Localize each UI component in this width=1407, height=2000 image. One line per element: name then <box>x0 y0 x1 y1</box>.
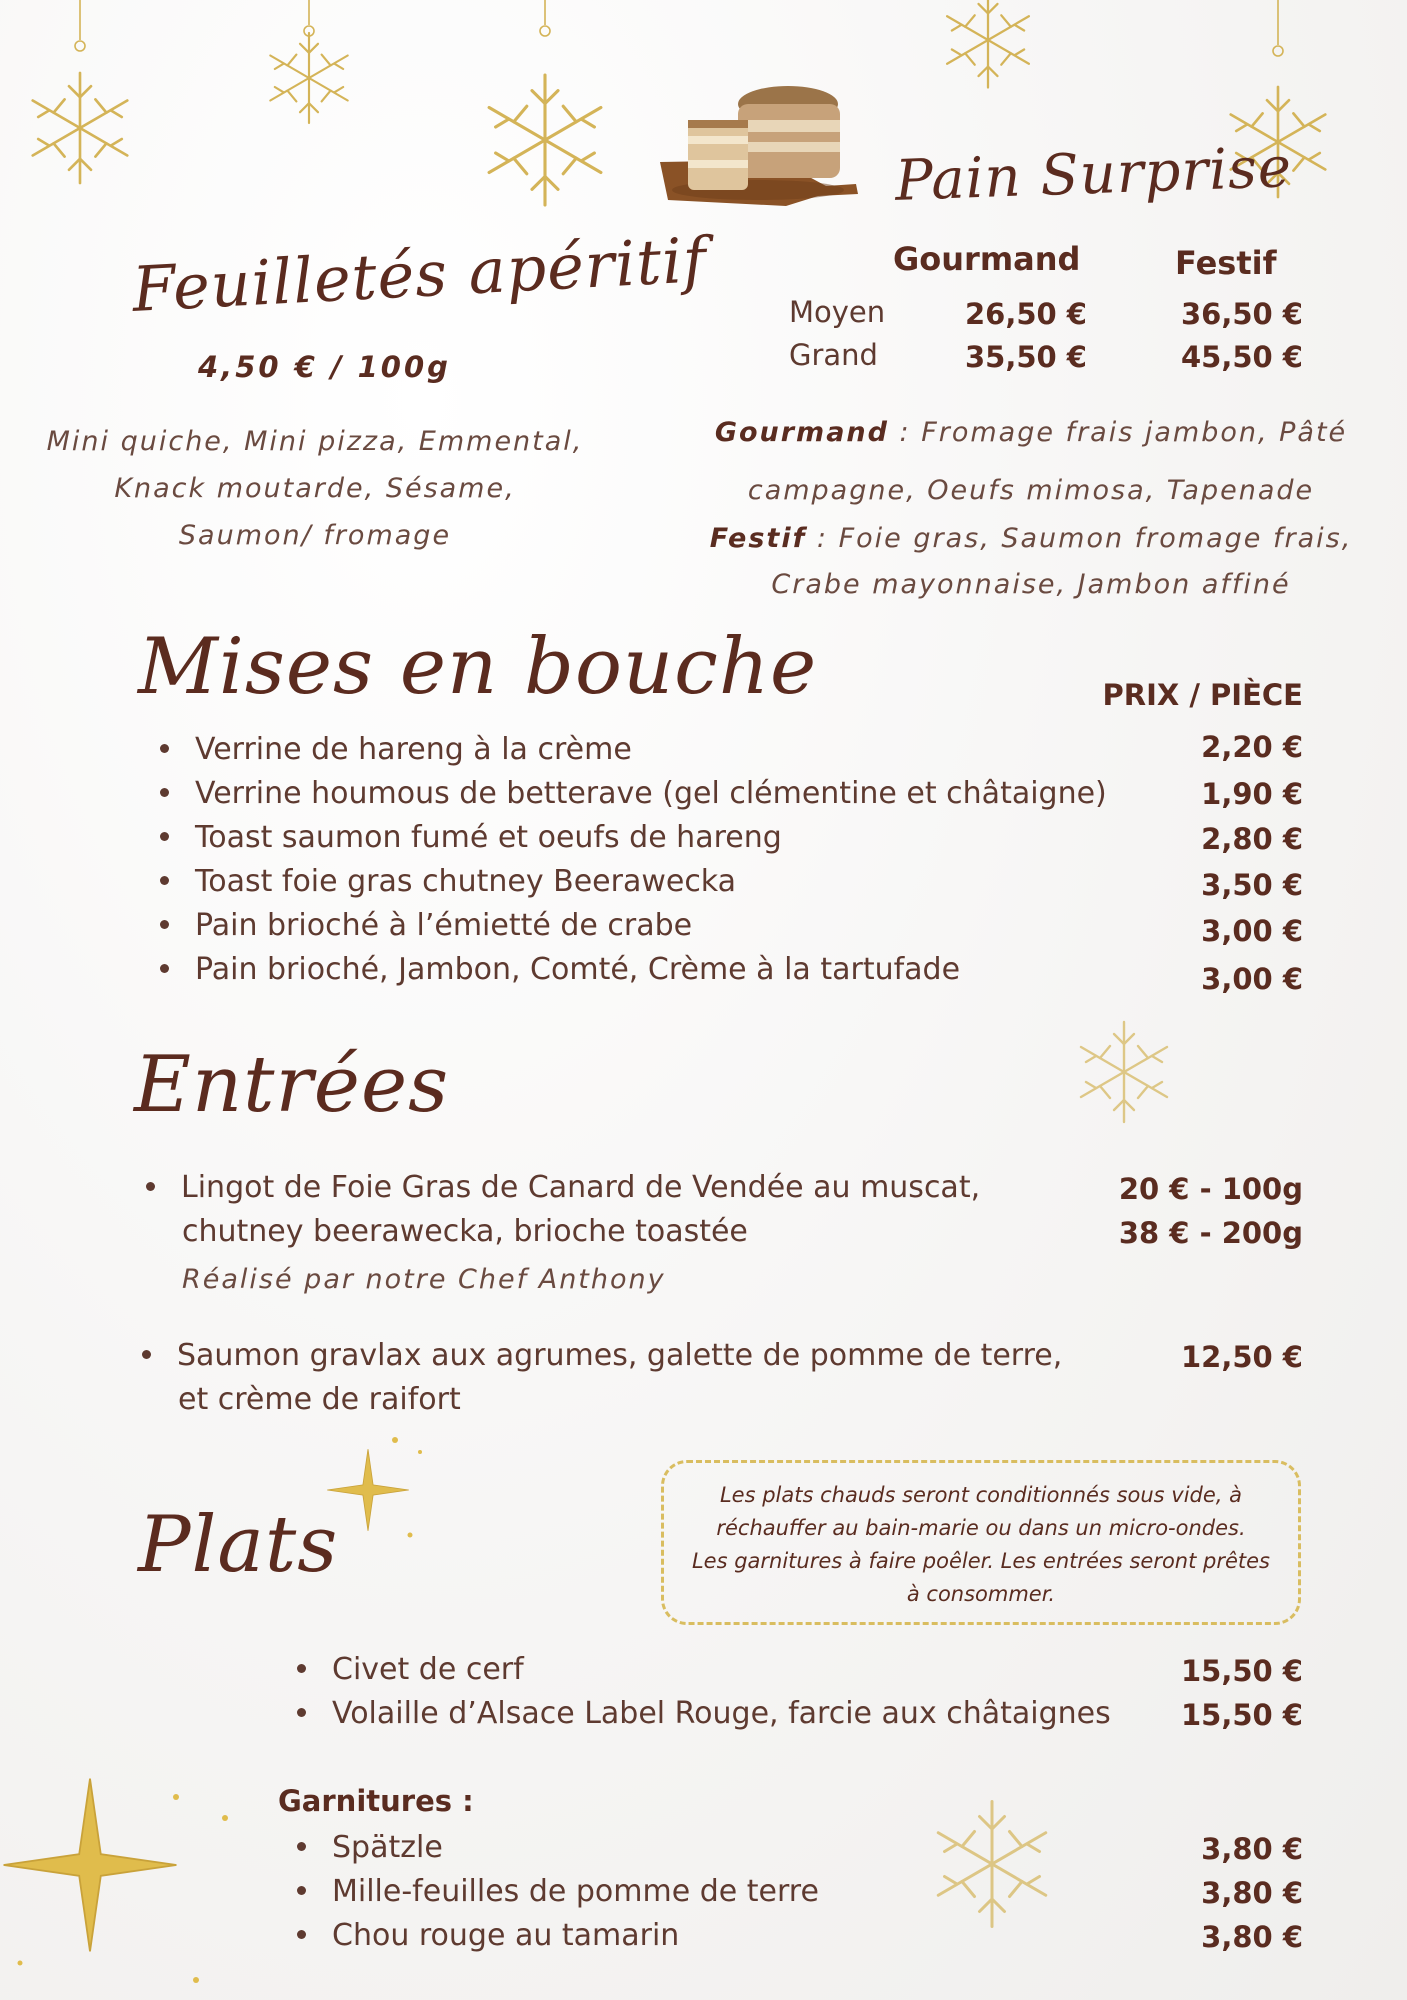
item-price: 2,80 € <box>1201 822 1303 856</box>
item-price: 3,80 € <box>1201 1920 1303 1954</box>
snowflake-icon <box>947 0 1029 87</box>
chef-note: Réalisé par notre Chef Anthony <box>182 1264 666 1295</box>
list-item: Civet de cerf <box>297 1652 524 1687</box>
star-sparkle-icon <box>4 1779 177 1952</box>
item-price: 15,50 € <box>1180 1654 1303 1688</box>
list-item: Toast foie gras chutney Beerawecka <box>160 864 736 899</box>
list-item: Chou rouge au tamarin <box>297 1918 679 1953</box>
list-item: Pain brioché à l’émietté de crabe <box>160 908 692 943</box>
item-price: 3,00 € <box>1201 914 1303 948</box>
feuilletes-price: 4,50 € / 100g <box>198 350 451 384</box>
pain-price: 35,50 € <box>964 340 1087 374</box>
snowflake-icon <box>1081 1022 1167 1122</box>
pain-gourmand-desc: Gourmand : Fromage frais jambon, Pâté campagne, Oeufs mimosa, Tapenade <box>714 417 1348 506</box>
feuilletes-title: Feuilletés apéritif <box>130 223 709 326</box>
info-note: Les plats chauds seront conditionnés sous vide, à réchauffer au bain-marie ou dans un micro-ondes. Les garnitures à faire poêler. Les entrées seront prêtes à consommer. <box>661 1460 1301 1625</box>
list-item: Saumon gravlax aux agrumes, galette de pomme de terre, <box>142 1338 1062 1373</box>
pain-title: Pain Surprise <box>893 135 1293 214</box>
item-price: 2,20 € <box>1201 730 1303 764</box>
garnitures-title: Garnitures : <box>278 1784 474 1818</box>
list-item-continuation: et crème de raifort <box>178 1382 461 1417</box>
list-item: Mille-feuilles de pomme de terre <box>297 1874 819 1909</box>
item-price: 1,90 € <box>1201 777 1303 811</box>
list-item: Toast saumon fumé et oeufs de hareng <box>160 820 782 855</box>
mises-price-header: PRIX / PIÈCE <box>1102 678 1303 712</box>
pain-price: 45,50 € <box>1180 340 1303 374</box>
snowflake-icon <box>938 1802 1046 1927</box>
snowflake-icon <box>33 73 128 183</box>
pain-price: 36,50 € <box>1180 297 1303 331</box>
snowflake-icon <box>489 75 601 205</box>
pain-col-gourmand: Gourmand <box>893 240 1081 278</box>
feuilletes-desc: Mini quiche, Mini pizza, Emmental, Knack moutarde, Sésame, Saumon/ fromage <box>46 426 584 551</box>
pain-price: 26,50 € <box>964 297 1087 331</box>
pain-row-size: Moyen <box>789 295 886 329</box>
item-price: 15,50 € <box>1180 1698 1303 1732</box>
item-price: 38 € - 200g <box>1118 1216 1303 1250</box>
list-item: Spätzle <box>297 1830 443 1865</box>
item-price: 3,50 € <box>1201 868 1303 902</box>
entrees-title: Entrées <box>134 1040 450 1130</box>
item-price: 20 € - 100g <box>1118 1172 1303 1206</box>
item-price: 3,00 € <box>1201 962 1303 996</box>
item-price: 3,80 € <box>1201 1832 1303 1866</box>
list-item: Pain brioché, Jambon, Comté, Crème à la tartufade <box>160 952 960 987</box>
star-sparkle-icon <box>327 1449 409 1531</box>
plats-title: Plats <box>138 1500 339 1590</box>
list-item: Verrine houmous de betterave (gel clémentine et châtaigne) <box>160 776 1107 811</box>
mises-title: Mises en bouche <box>138 622 818 712</box>
pain-col-festif: Festif <box>1175 244 1277 282</box>
pain-festif-desc: Festif : Foie gras, Saumon fromage frais, Crabe mayonnaise, Jambon affiné <box>709 523 1353 600</box>
item-price: 3,80 € <box>1201 1876 1303 1910</box>
list-item: Verrine de hareng à la crème <box>160 732 632 767</box>
list-item: Volaille d’Alsace Label Rouge, farcie aux châtaignes <box>297 1696 1111 1731</box>
item-price: 12,50 € <box>1180 1340 1303 1374</box>
list-item: Lingot de Foie Gras de Canard de Vendée au muscat, <box>146 1170 980 1205</box>
snowflake-icon <box>270 33 347 123</box>
pain-surprise-image <box>658 80 863 215</box>
pain-row-size: Grand <box>789 338 878 372</box>
list-item-continuation: chutney beerawecka, brioche toastée <box>182 1214 748 1249</box>
